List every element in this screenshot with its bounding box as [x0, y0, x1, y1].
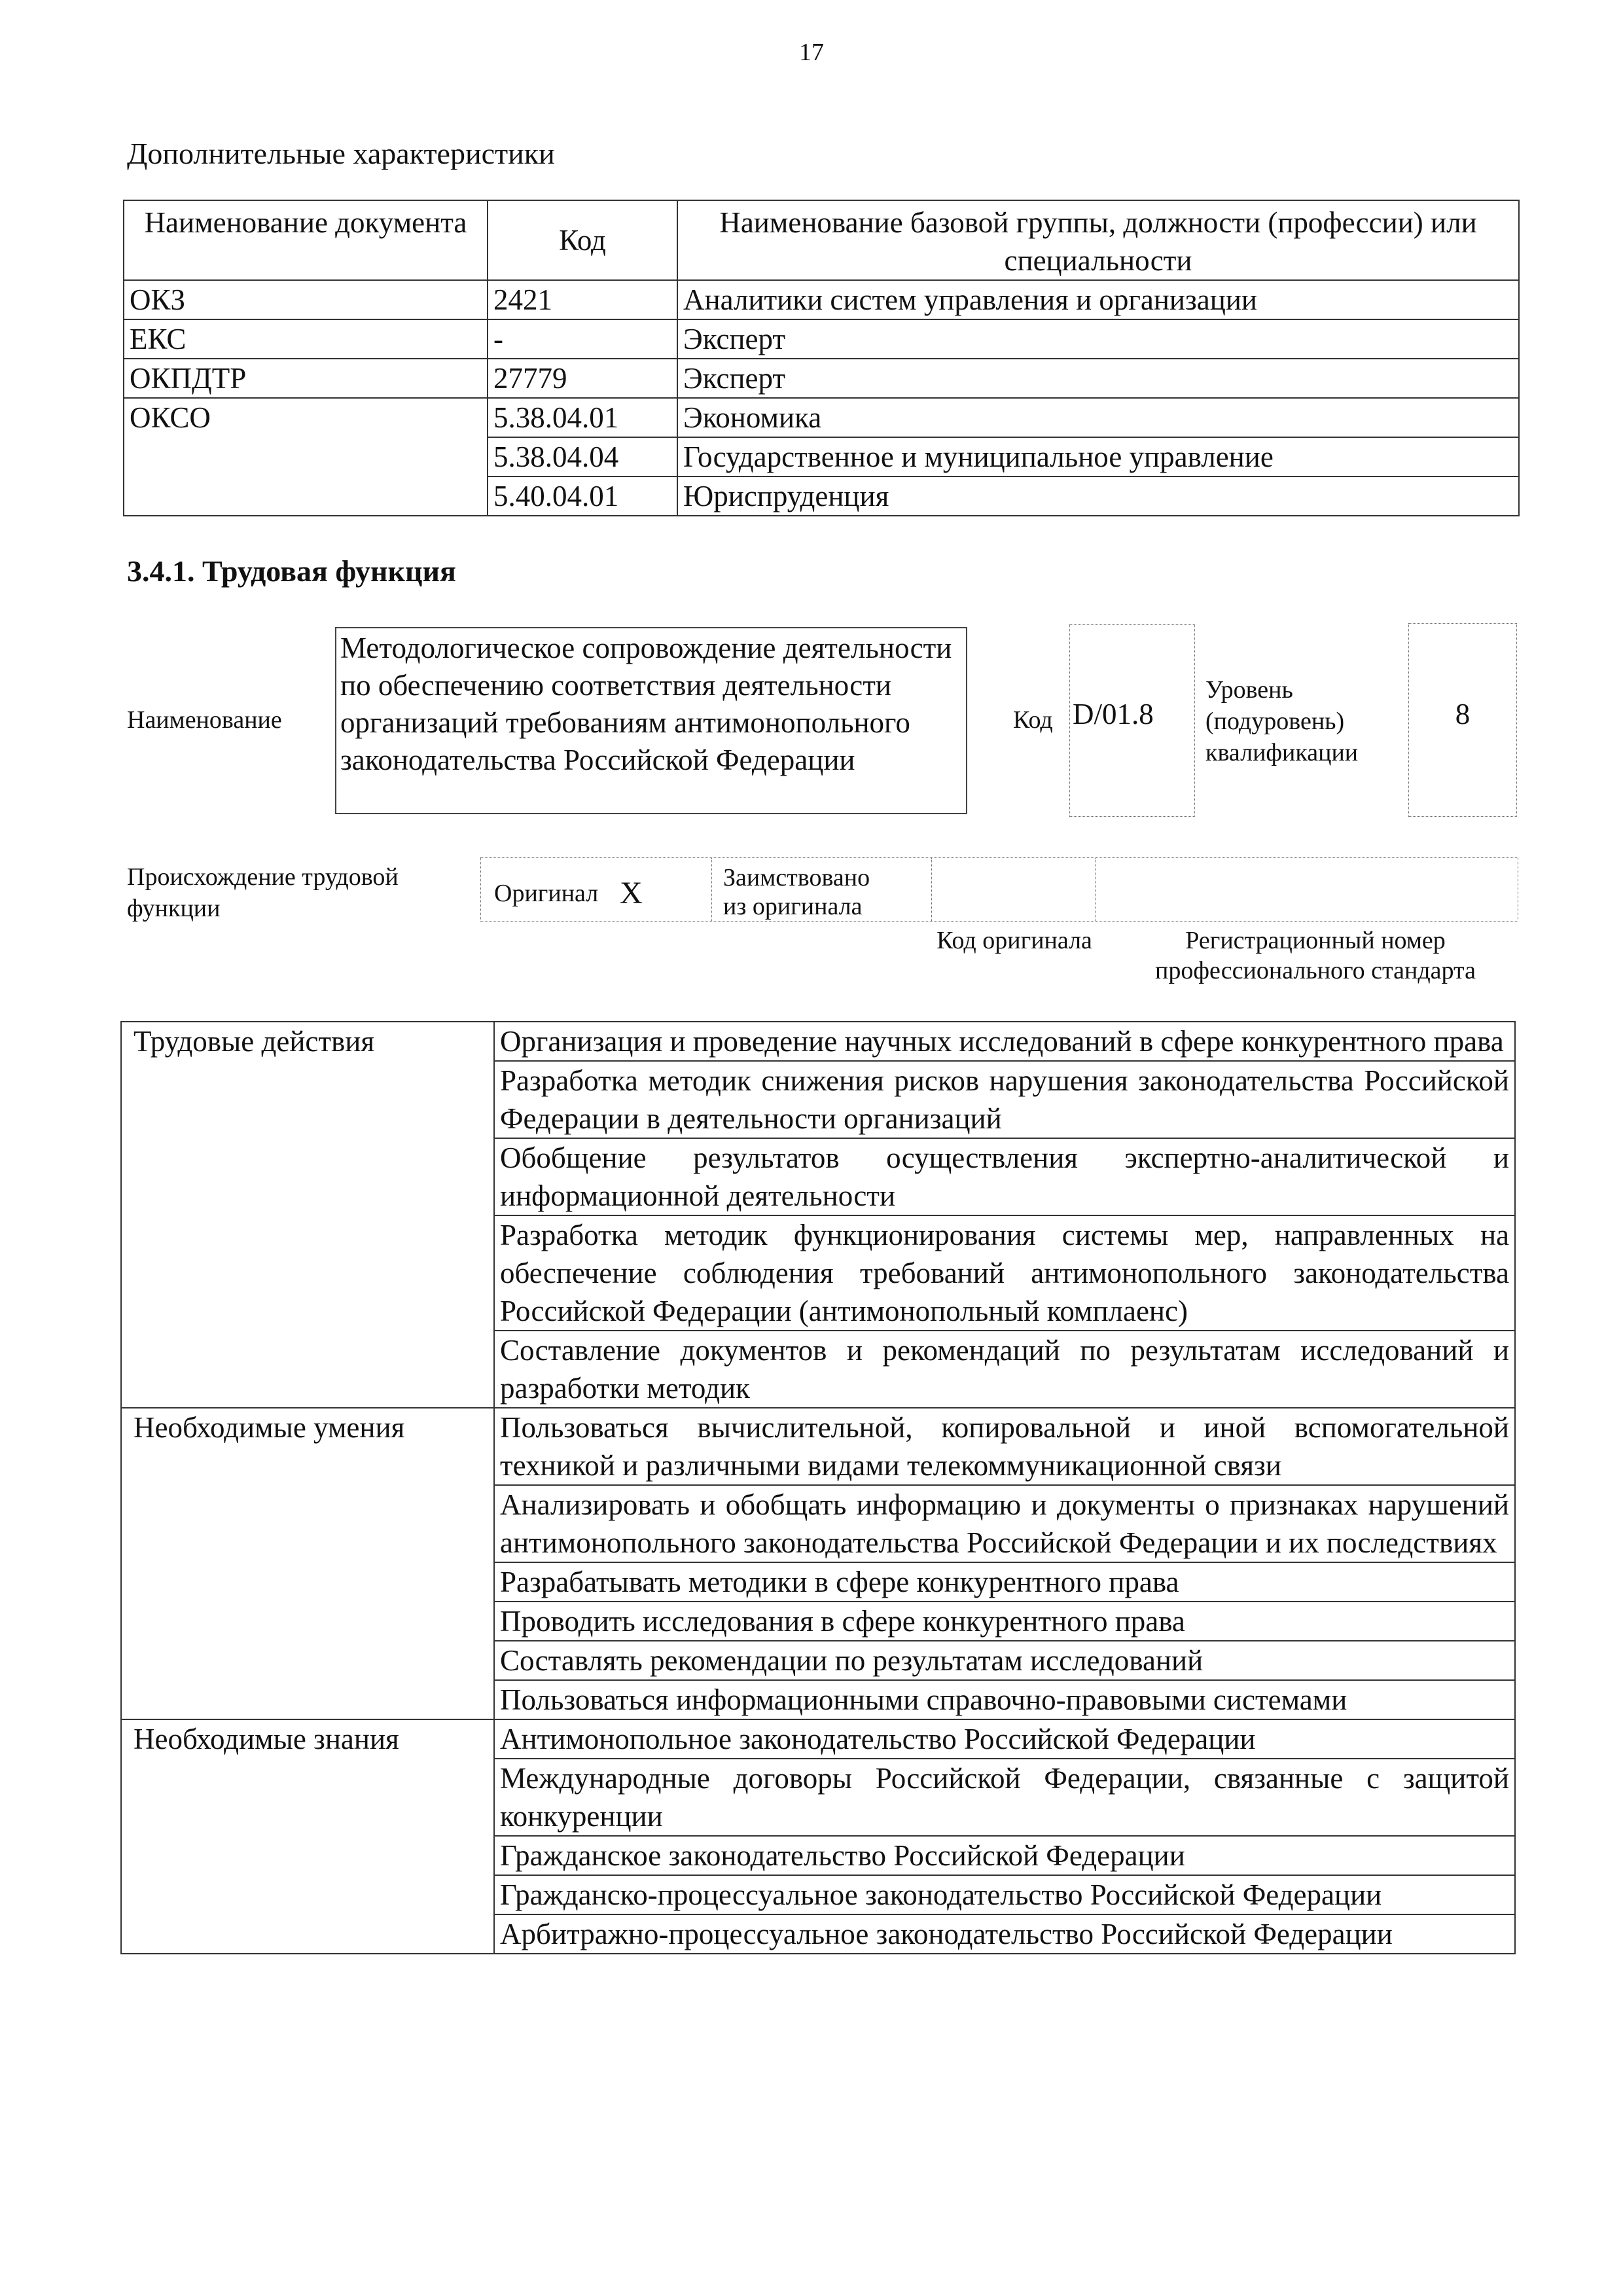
action-item: Обобщение результатов осуществления экспертно-аналитической и информационной деятельности: [494, 1138, 1515, 1215]
table-header-row: [124, 200, 1519, 280]
skill-item: Составлять рекомендации по результатам исследований: [494, 1641, 1515, 1680]
table-row: [121, 1719, 1515, 1759]
page-number: 17: [799, 39, 824, 66]
level-label: Уровень (подуровень) квалификации: [1205, 676, 1359, 766]
original-label: Оригинал: [494, 880, 599, 907]
row-code: 5.38.04.01: [488, 398, 677, 437]
action-item: Разработка методик функционирования системы мер, направленных на обеспечение соблюдения требований антимонопольного законодательства Российской Федерации (антимонопольный комплаенс): [494, 1215, 1515, 1331]
divider: [1095, 858, 1097, 921]
skill-item: Проводить исследования в сфере конкурентного права: [494, 1602, 1515, 1641]
row-doc: ОКПДТР: [124, 359, 488, 398]
table-row: [124, 398, 1519, 437]
borrowed-label: Заимствовано из оригинала: [723, 864, 870, 920]
row-name: Экономика: [677, 398, 1519, 437]
row-doc: ОКСО: [124, 398, 488, 516]
origin-row: [480, 857, 1518, 922]
row-name: Государственное и муниципальное управление: [677, 437, 1519, 476]
action-item: Разработка методик снижения рисков нарушения законодательства Российской Федерации в деятельности организаций: [494, 1061, 1515, 1138]
knowledge-item: Арбитражно-процессуальное законодательство Российской Федерации: [494, 1914, 1515, 1954]
action-item: Составление документов и рекомендаций по результатам исследований и разработки методик: [494, 1331, 1515, 1408]
row-doc: ЕКС: [124, 319, 488, 359]
row-name: Аналитики систем управления и организации: [677, 280, 1519, 319]
table-row: [124, 359, 1519, 398]
action-item: Организация и проведение научных исследований в сфере конкурентного права: [494, 1022, 1515, 1061]
knowledge-item: Гражданское законодательство Российской Федерации: [494, 1836, 1515, 1875]
code-label: Код: [1013, 706, 1053, 734]
header-doc-name: Наименование документа: [124, 200, 488, 280]
details-table: [120, 1021, 1516, 1954]
knowledge-label: Необходимые знания: [121, 1719, 494, 1954]
code-caption: Код оригинала: [936, 927, 1092, 954]
function-code-value: D/01.8: [1073, 698, 1154, 730]
row-code: -: [488, 319, 677, 359]
skill-item: Анализировать и обобщать информацию и документы о признаках нарушений антимонопольного законодательства Российской Федерации и их последствиях: [494, 1485, 1515, 1562]
table-row: [124, 319, 1519, 359]
skill-item: Разрабатывать методики в сфере конкурентного права: [494, 1562, 1515, 1602]
function-name-box: [335, 627, 967, 814]
knowledge-item: Антимонопольное законодательство Российской Федерации: [494, 1719, 1515, 1759]
name-label: Наименование: [127, 706, 282, 734]
skill-item: Пользоваться вычислительной, копировальной и иной вспомогательной техникой и различными видами телекоммуникационной связи: [494, 1408, 1515, 1485]
origin-label: Происхождение трудовой функции: [127, 863, 399, 922]
additional-characteristics-table: [123, 200, 1520, 516]
level-value: 8: [1455, 698, 1471, 730]
row-code: 5.38.04.04: [488, 437, 677, 476]
table-row: [121, 1022, 1515, 1061]
level-box: [1408, 623, 1517, 817]
divider: [931, 858, 933, 921]
additional-characteristics-title: Дополнительные характеристики: [127, 137, 555, 170]
header-code: Код: [488, 200, 677, 280]
skills-label: Необходимые умения: [121, 1408, 494, 1719]
row-code: 2421: [488, 280, 677, 319]
row-code: 5.40.04.01: [488, 476, 677, 516]
function-name-value: Методологическое сопровождение деятельности по обеспечению соответствия деятельности организаций требованиям антимонопольного законодательства Российской Федерации: [340, 632, 952, 776]
knowledge-item: Гражданско-процессуальное законодательство Российской Федерации: [494, 1875, 1515, 1914]
reg-caption: Регистрационный номер профессионального стандарта: [1155, 927, 1476, 984]
table-row: [121, 1408, 1515, 1485]
divider: [711, 858, 713, 921]
labor-function-heading: 3.4.1. Трудовая функция: [127, 554, 456, 588]
header-group-name: Наименование базовой группы, должности (профессии) или специальности: [677, 200, 1519, 280]
actions-label: Трудовые действия: [121, 1022, 494, 1408]
skill-item: Пользоваться информационными справочно-правовыми системами: [494, 1680, 1515, 1719]
row-name: Эксперт: [677, 319, 1519, 359]
table-row: [124, 280, 1519, 319]
knowledge-item: Международные договоры Российской Федерации, связанные с защитой конкуренции: [494, 1759, 1515, 1836]
row-name: Эксперт: [677, 359, 1519, 398]
row-name: Юриспруденция: [677, 476, 1519, 516]
row-doc: ОКЗ: [124, 280, 488, 319]
function-code-box: [1069, 624, 1195, 817]
original-mark: X: [620, 876, 643, 910]
row-code: 27779: [488, 359, 677, 398]
